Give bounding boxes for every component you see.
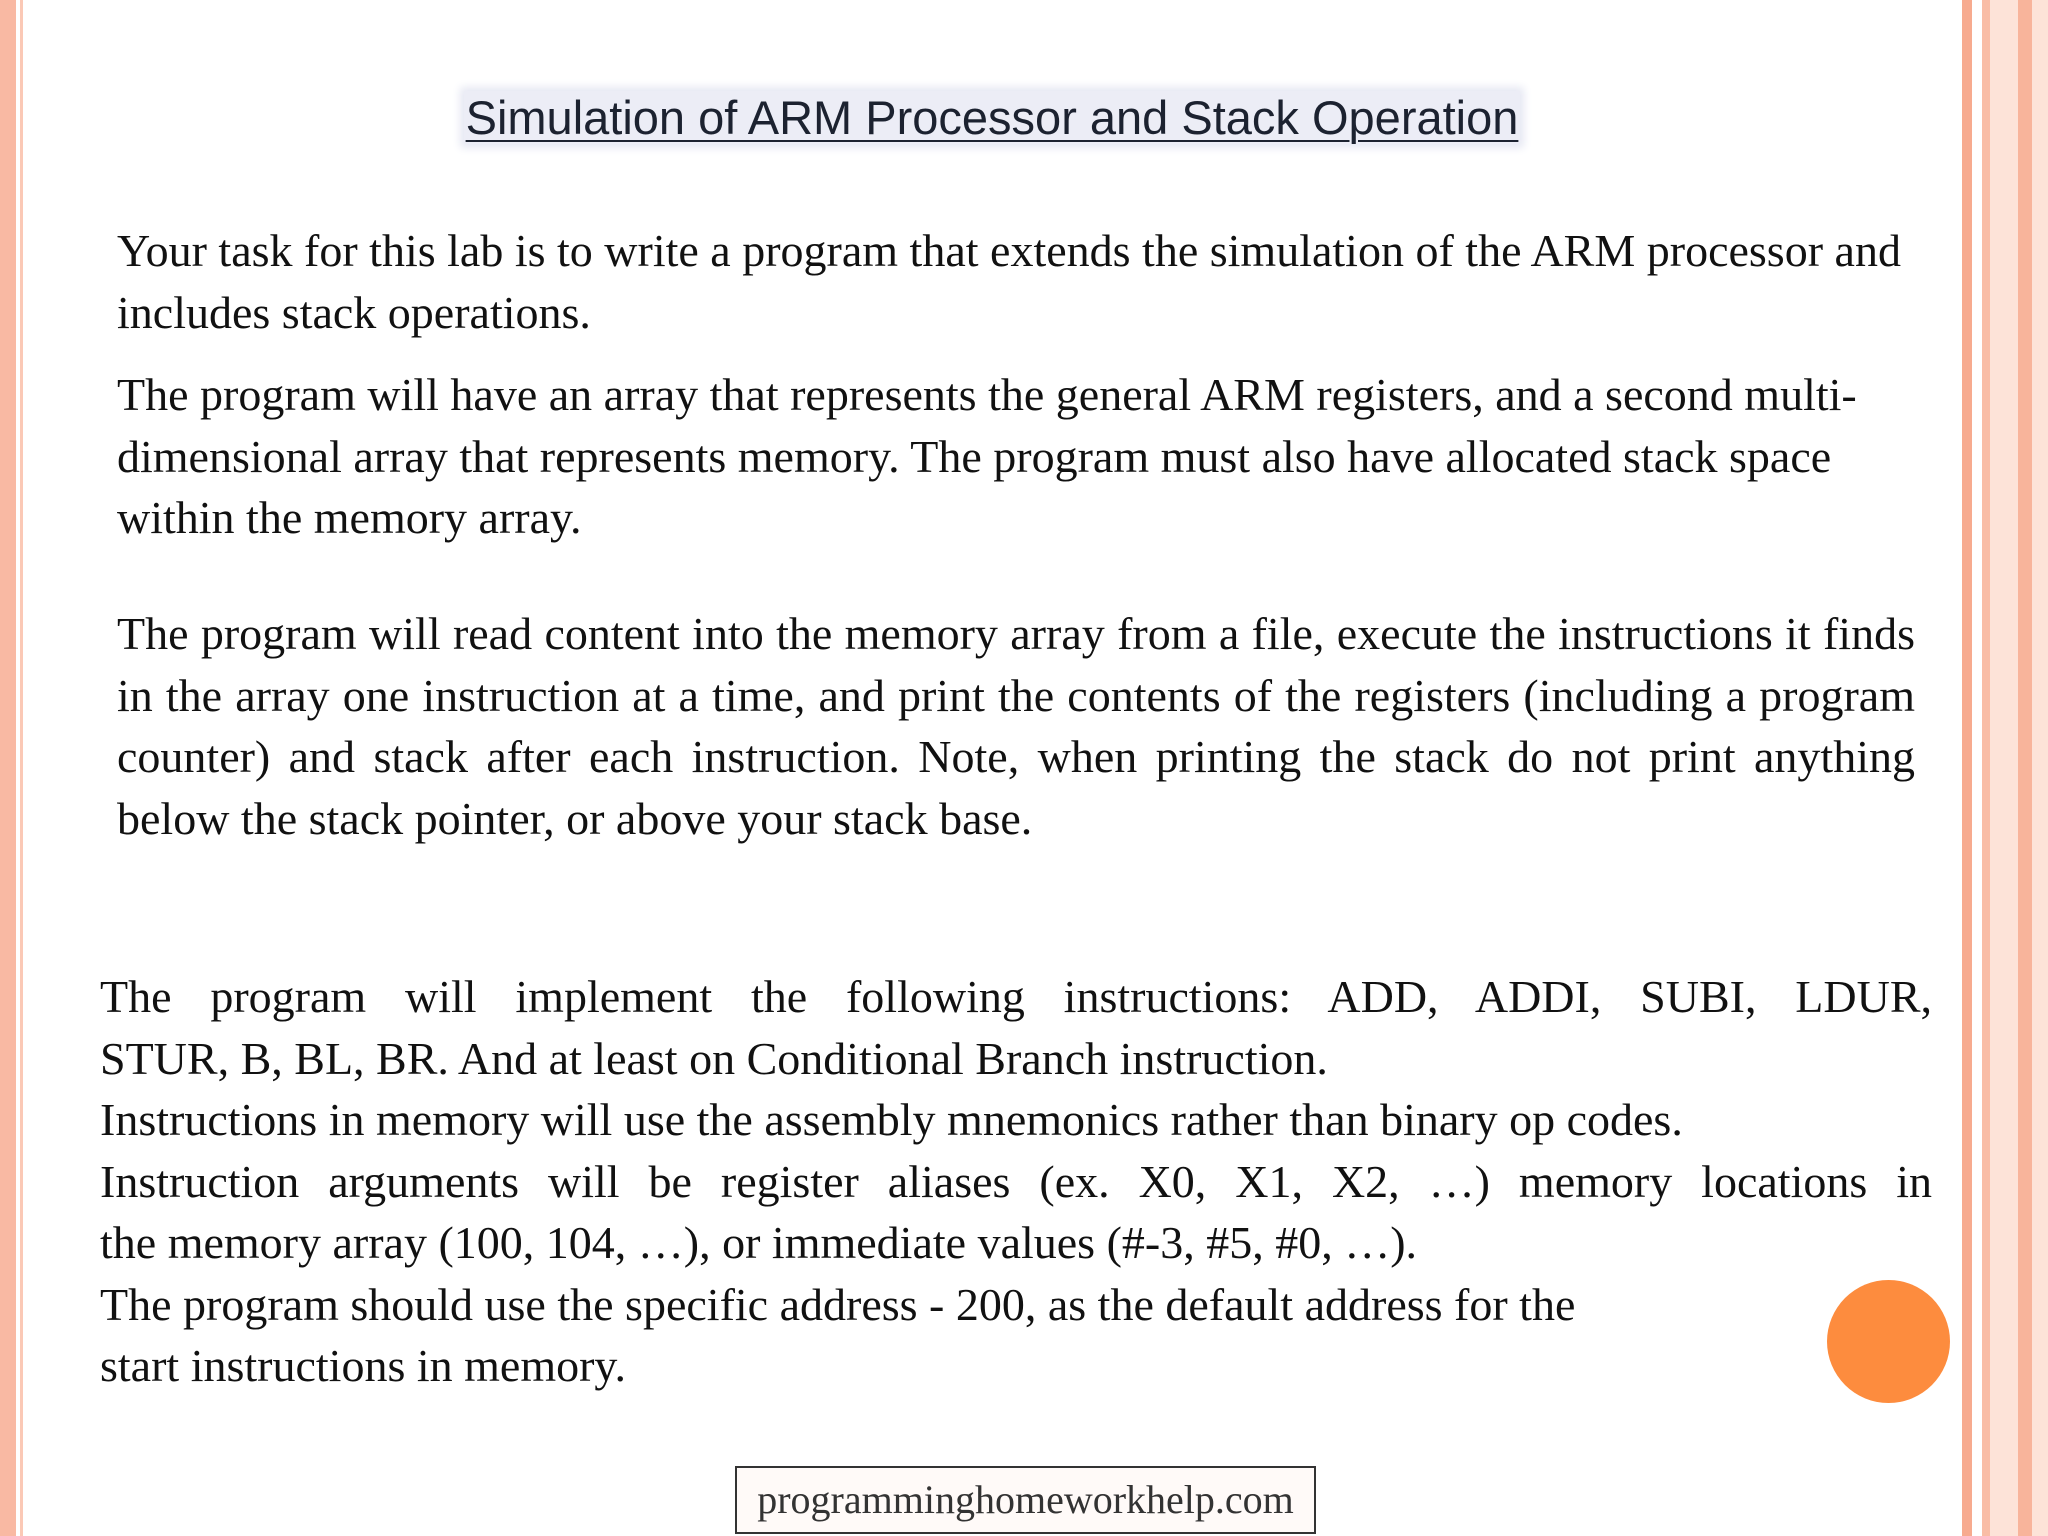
instructions-line: Instruction arguments will be register aliases (ex. X0, X1, X2, …) memory locations in (100, 1155, 1932, 1207)
instructions-line: Instructions in memory will use the assembly mnemonics rather than binary op codes. (100, 1094, 1683, 1145)
instructions-line: The program will implement the following instructions: ADD, ADDI, SUBI, LDUR, (100, 971, 1932, 1022)
paragraph-execution: The program will read content into the memory array from a file, execute the instructions it finds in the array one instruction at a time, and print the contents of the registers (including a program counter) and stack after each instruction. Note, when printing the stack do not print anything below the stack pointer, or above your stack base. (117, 608, 1915, 844)
slide-title-text: Simulation of ARM Processor and Stack Operation (465, 91, 1519, 144)
paragraph-task: Your task for this lab is to write a program that extends the simulation of the ARM processor and includes stack operations. (117, 225, 1901, 338)
footer-watermark: programminghomeworkhelp.com (735, 1466, 1316, 1534)
left-border-line (20, 0, 23, 1536)
slide-title (0, 88, 1984, 148)
instructions-line: The program should use the specific address - 200, as the default address for the (100, 1278, 1576, 1330)
paragraph-arrays: The program will have an array that represents the general ARM registers, and a second multi-dimensional array that represents memory. The program must also have allocated stack space within the memory array. (117, 369, 1857, 543)
instructions-block (100, 966, 1932, 1397)
left-border (0, 0, 16, 1536)
right-border-line (2018, 0, 2032, 1536)
instructions-line: start instructions in memory. (100, 1340, 626, 1391)
right-border-line (1962, 0, 1972, 1536)
instructions-line: STUR, B, BL, BR. And at least on Conditional Branch instruction. (100, 1032, 1328, 1084)
decorative-circle (1827, 1280, 1950, 1403)
right-border-line (1982, 0, 1990, 1536)
right-border-gap (1972, 0, 1982, 1536)
instructions-line: the memory array (100, 104, …), or immediate values (#-3, #5, #0, …). (100, 1217, 1418, 1268)
